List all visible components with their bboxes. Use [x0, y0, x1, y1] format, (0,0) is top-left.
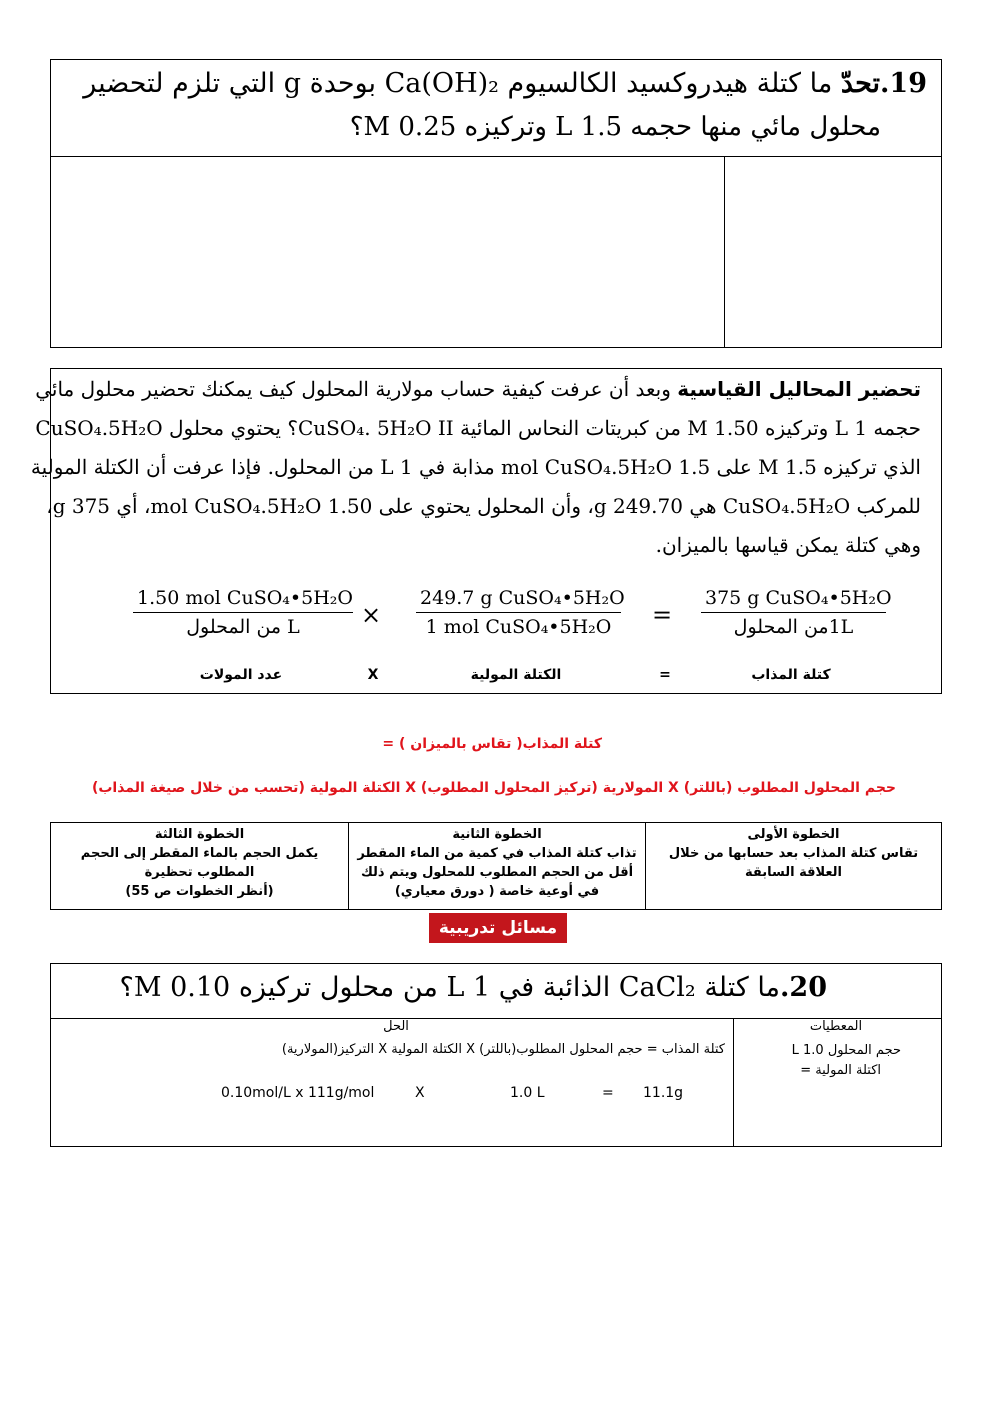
step-3-note: (أنظر الخطوات ص 55) [125, 884, 274, 899]
formula-line-2: حجم المحلول المطلوب (باللتر) X المولارية (تركيز المحلول المطلوب) X الكتلة المولية (تحسب من خلال صيغة المذاب) [91, 780, 896, 796]
calc-result: 11.1g [643, 1085, 684, 1101]
given-volume: حجم المحلول 1.0 L [791, 1043, 901, 1058]
step-1-cell [646, 823, 941, 909]
q20-line [120, 972, 827, 1003]
standard-heading: تحضير المحاليل القياسية [677, 377, 921, 401]
calc-concentration: 0.10mol/L x 111g/mol [221, 1085, 375, 1101]
standard-line-3: الذي تركيزه 1.5 M على 1.5 mol CuSO₄.5H₂O مذابة في 1 L من المحلول. فإذا عرفت أن الكتلة المولية [30, 455, 921, 479]
step-1-title: الخطوة الأولى [747, 827, 840, 842]
label-equals: = [659, 667, 671, 683]
step-1-text: تقاس كتلة المذاب بعد حسابها من خلال العلاقة السابقة [668, 846, 919, 880]
step-2-text: تذاب كتلة المذاب في كمية من الماء المقطر أقل من الحجم المطلوب للمحلول ويتم ذلك في أوعية خاصة ( دورق معياري) [357, 846, 637, 899]
q19-number: 19. [880, 68, 927, 99]
molar-mass-fraction [416, 587, 625, 638]
given-molar-mass: اكتلة المولية = [800, 1063, 881, 1078]
steps-divider-2 [348, 823, 349, 909]
equals-sign: = [652, 601, 673, 629]
q19-header-divider [51, 156, 941, 157]
label-moles: عدد المولات [199, 667, 283, 683]
given-header: المعطيات [809, 1019, 863, 1034]
q19-lead: تحدّ [840, 68, 881, 99]
steps-table [50, 822, 942, 910]
standard-line-1 [35, 377, 921, 401]
practice-problems-banner: مسائل تدريبية [429, 913, 567, 943]
q19-line-2: محلول مائي منها حجمه 1.5 L وتركيزه 0.25 M؟ [349, 112, 881, 142]
step-3-cell [51, 823, 348, 909]
standard-intro: وبعد أن عرفت كيفية حساب مولارية المحلول كيف يمكنك تحضير محلول مائي [35, 377, 671, 401]
formula-line-1: كتلة المذاب( تقاس بالميزان ) = [382, 736, 602, 752]
question-19-box [50, 59, 942, 348]
q20-number: 20. [780, 972, 827, 1003]
moles-denominator: L من المحلول [186, 616, 300, 638]
standard-line-2: حجمه 1 L وتركيزه 1.50 M من كبريتات النحاس المائية CuSO₄. 5H₂O II؟ يحتوي محلول CuSO₄.5H₂O [35, 416, 921, 440]
solution-rule: كتلة المذاب = حجم المحلول المطلوب(باللتر) X الكتلة المولية X التركيز(المولارية) [281, 1042, 725, 1057]
q19-question-start: ما كتلة هيدروكسيد الكالسيوم Ca(OH)₂ بوحدة g التي تلزم لتحضير [83, 68, 833, 99]
q20-column-divider [733, 1018, 734, 1146]
q19-column-divider [724, 156, 725, 347]
q19-line-1 [67, 68, 927, 99]
question-20-box [50, 963, 942, 1147]
step-2-title: الخطوة الثانية [452, 827, 542, 842]
standard-line-5: وهي كتلة يمكن قياسها بالميزان. [655, 533, 921, 557]
label-solute-mass: كتلة المذاب [751, 667, 831, 683]
molar-mass-numerator: 249.7 g CuSO₄•5H₂O [416, 587, 621, 613]
moles-numerator: 1.50 mol CuSO₄•5H₂O [133, 587, 353, 613]
step-2-cell [349, 823, 645, 909]
steps-divider-1 [645, 823, 646, 909]
molar-mass-denominator: 1 mol CuSO₄•5H₂O [425, 616, 612, 638]
solution-header: الحل [383, 1019, 409, 1034]
mass-fraction [701, 587, 892, 638]
mass-denominator: 1Lمن المحلول [733, 616, 854, 638]
calc-equals: = [602, 1085, 614, 1101]
step-3-text: يكمل الحجم بالماء المقطر إلى الحجم المطلوب تحظيرة [80, 846, 319, 880]
q20-question: ما كتلة CaCl₂ الذائبة في 1 L من محلول تركيزه 0.10 M؟ [119, 972, 781, 1003]
label-molar-mass: الكتلة المولية [470, 667, 562, 683]
step-3-title: الخطوة الثالثة [154, 827, 245, 842]
mass-numerator: 375 g CuSO₄•5H₂O [701, 587, 886, 613]
label-x: X [367, 667, 379, 683]
standard-solutions-box [30, 368, 942, 694]
times-sign: × [361, 601, 382, 629]
calc-volume: 1.0 L [510, 1085, 545, 1101]
standard-line-4: للمركب CuSO₄.5H₂O هي 249.70 g، وأن المحلول يحتوي على 1.50 mol CuSO₄.5H₂O، أي 375 g، [46, 494, 921, 518]
moles-fraction [133, 587, 353, 638]
calc-times: X [415, 1085, 425, 1101]
